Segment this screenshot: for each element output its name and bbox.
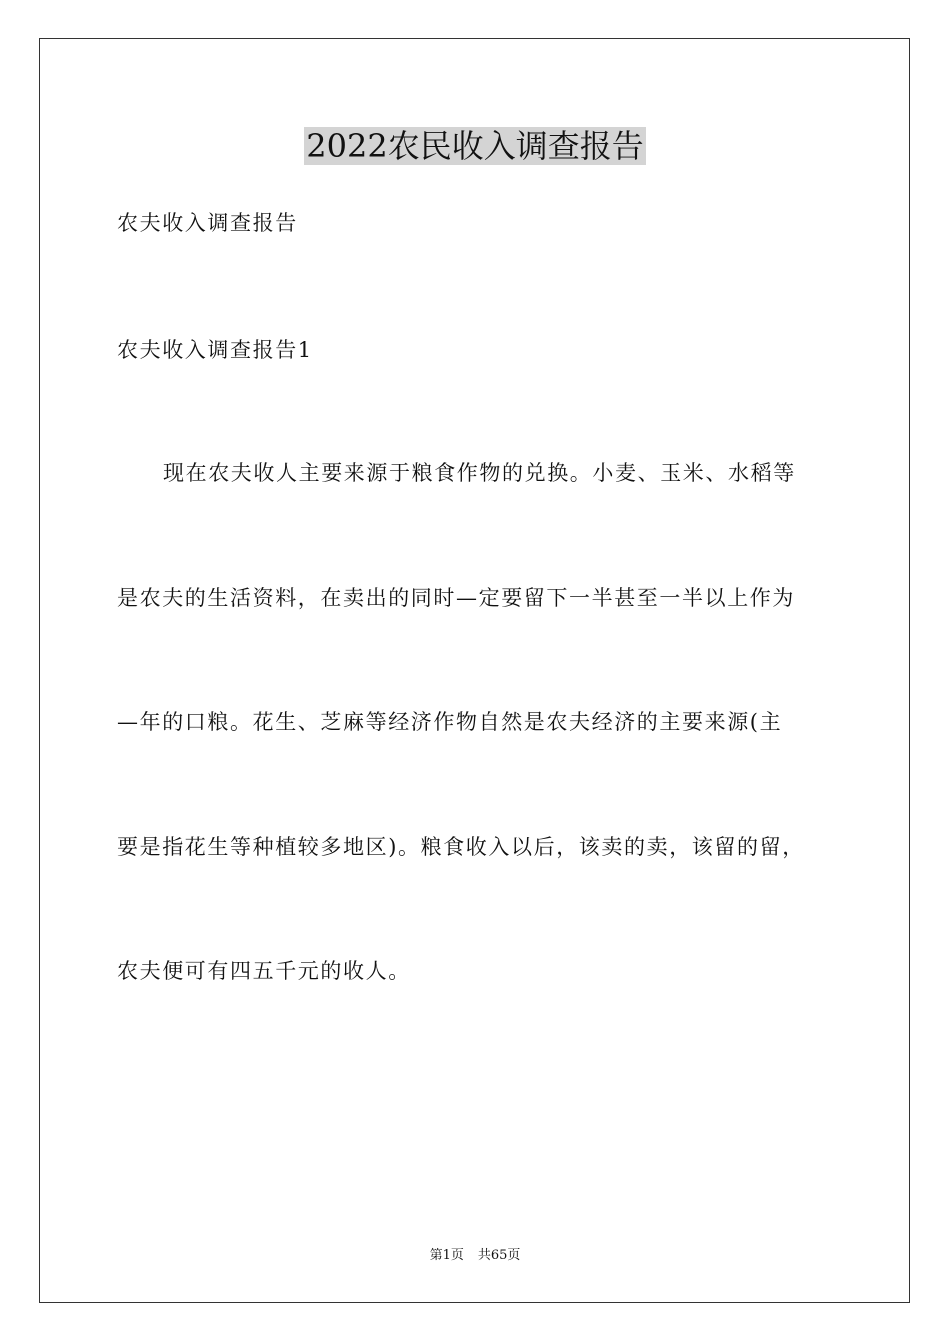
page-number: 第1页 [429,1248,464,1263]
document-title-text: 2022农民收入调查报告 [306,127,644,165]
body-line-3: —年的口粮。花生、芝麻等经济作物自然是农夫经济的主要来源(主 [117,710,783,734]
document-subtitle: 农夫收入调查报告 [117,211,298,235]
page-total: 共65页 [477,1248,521,1263]
body-line-2: 是农夫的生活资料，在卖出的同时—定要留下一半甚至一半以上作为 [117,586,795,610]
body-line-1: 现在农夫收人主要来源于粮食作物的兑换。小麦、玉米、水稻等 [163,461,796,485]
section-heading: 农夫收入调查报告1 [117,338,313,362]
document-title [0,124,950,168]
body-line-4: 要是指花生等种植较多地区)。粮食收入以后，该卖的卖，该留的留， [117,835,805,859]
body-line-5: 农夫便可有四五千元的收人。 [117,959,411,983]
page-footer [0,1247,950,1265]
